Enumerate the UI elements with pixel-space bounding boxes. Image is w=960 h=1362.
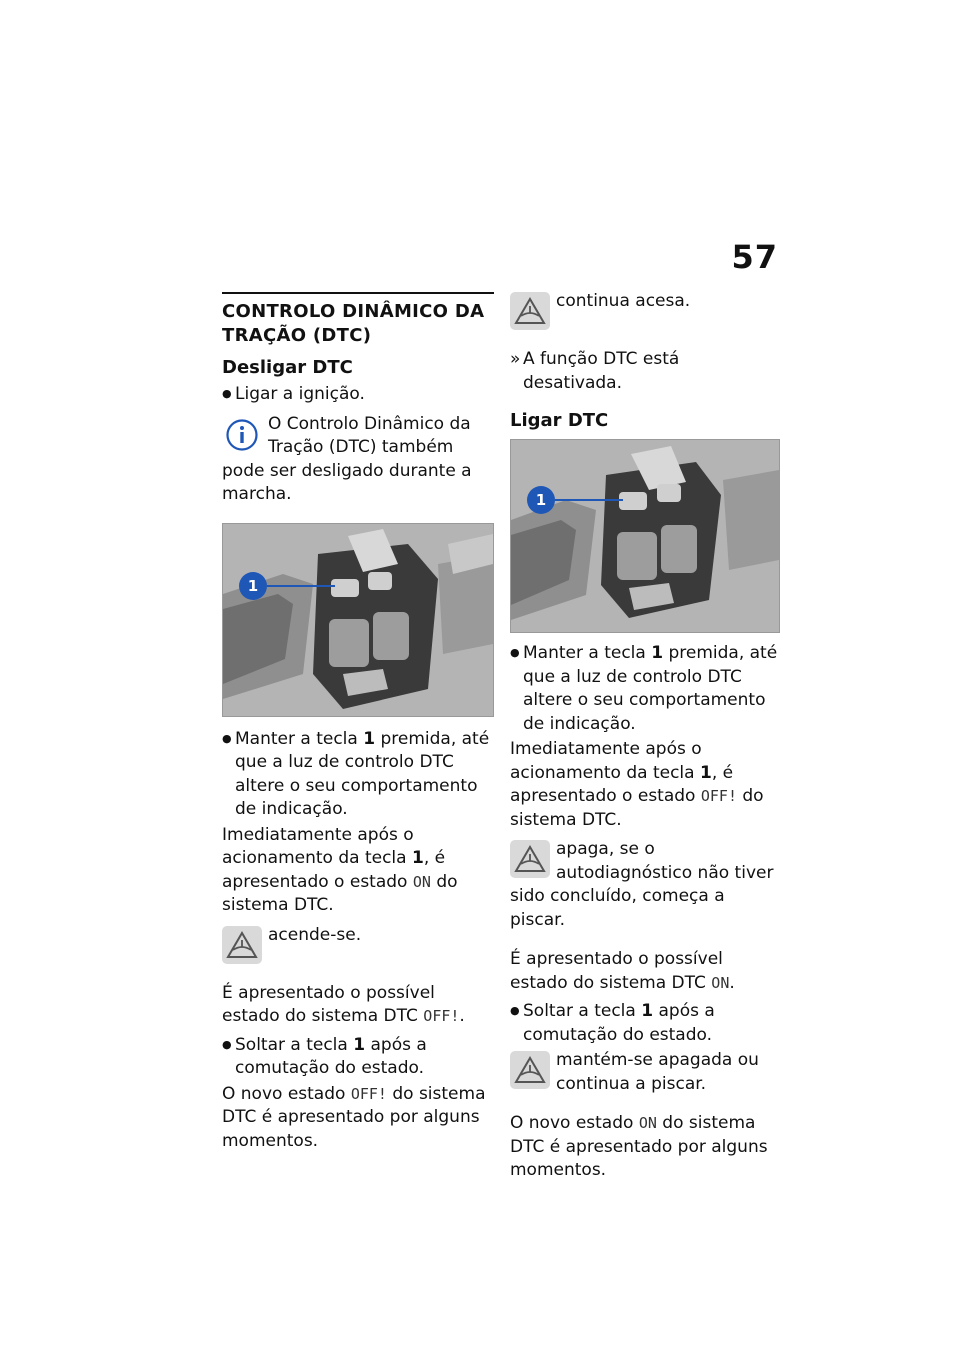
step-text: Soltar a tecla [523,1001,642,1021]
state-off: OFF! [350,1084,387,1103]
warning-light-icon [510,1051,550,1089]
handlebar-switch-figure [222,523,494,717]
handlebar-switch-figure [510,439,780,633]
warning-note [222,924,494,966]
warning-note-text: mantém-se apagada ou continua a piscar. [556,1050,759,1094]
section-rule [222,292,494,294]
para-text: O novo estado [222,1083,351,1104]
right-column [510,290,782,1187]
key-ref: 1 [641,1001,654,1021]
para-text: O novo estado [510,1113,639,1133]
subhead-enable-dtc: Ligar DTC [510,410,609,431]
figure-callout-1: 1 [239,572,267,600]
warning-light-icon [510,292,550,330]
para-text: É apresentado o possível estado do sistema DTC [222,982,435,1026]
step-ignition [222,382,494,407]
para-text: Imediatamente após o acionamento da tecla [510,739,702,783]
para-text-cont: , é apresentado o estado [510,762,734,806]
paragraph-state-shown [222,824,494,918]
warning-note-text: continua acesa. [556,291,691,311]
info-icon [222,415,262,455]
step-text-cont: premida, até que a luz de controlo DTC altere o seu comportamento de indicação. [235,728,490,819]
para-text-end: . [729,972,735,993]
warning-note [510,1049,782,1096]
step-text-cont: após a comutação do estado. [235,1034,427,1078]
warning-note [510,290,782,332]
page-number: 57 [731,238,778,276]
key-ref: 1 [363,728,376,749]
warning-note-text: acende-se. [268,924,362,945]
key-ref: 1 [651,643,664,663]
key-ref: 1 [353,1034,366,1055]
step-release-key [510,999,782,1047]
para-text-end: do sistema DTC. [222,871,458,915]
para-text-end: do sistema DTC. [510,786,764,830]
para-text-end: do sistema DTC é apresentado por alguns momentos. [222,1083,486,1151]
step-hold-key [222,727,494,822]
info-note [222,413,494,507]
state-off: OFF! [700,787,737,805]
step-text: Soltar a tecla [235,1034,354,1055]
state-on: ON [638,1114,657,1132]
subhead-disable-dtc: Desligar DTC [222,357,353,378]
para-text: Imediatamente após o acionamento da tecla [222,824,414,868]
warning-note-text: apaga, se o autodiagnóstico não tiver sido concluído, começa a piscar. [510,839,774,930]
paragraph-new-state [510,1112,782,1183]
result-text: A função DTC está desativada. [523,349,680,393]
section-title: CONTROLO DINÂMICO DA TRAÇÃO (DTC) [222,301,485,346]
step-text: Manter a tecla [235,728,364,749]
state-off: OFF! [423,1007,460,1025]
state-on: ON [711,973,730,992]
paragraph-new-state [222,1083,494,1154]
step-text: Ligar a ignição. [235,384,365,404]
para-text-end: . [459,1006,465,1026]
step-text-cont: após a comutação do estado. [523,1001,715,1045]
key-ref: 1 [411,848,424,868]
left-column [222,292,494,1157]
warning-note [510,838,782,932]
paragraph-state-shown [510,738,782,832]
paragraph-possible-state [510,948,782,995]
para-text-cont: , é apresentado o estado [222,848,446,892]
state-on: ON [412,872,431,891]
figure-callout-1: 1 [527,486,555,514]
result-dtc-disabled [510,348,782,395]
step-hold-key [510,641,782,736]
paragraph-possible-state [222,982,494,1029]
para-text-end: do sistema DTC é apresentado por alguns momentos. [510,1113,768,1180]
info-note-text: O Controlo Dinâmico da Tração (DTC) também pode ser desligado durante a marcha. [222,413,472,504]
key-ref: 1 [699,762,712,783]
para-text: É apresentado o possível estado do sistema DTC [510,949,723,993]
step-text-cont: premida, até que a luz de controlo DTC altere o seu comportamento de indicação. [523,643,778,734]
warning-light-icon [222,926,262,964]
warning-light-icon [510,840,550,878]
step-release-key [222,1033,494,1081]
step-text: Manter a tecla [523,643,652,663]
